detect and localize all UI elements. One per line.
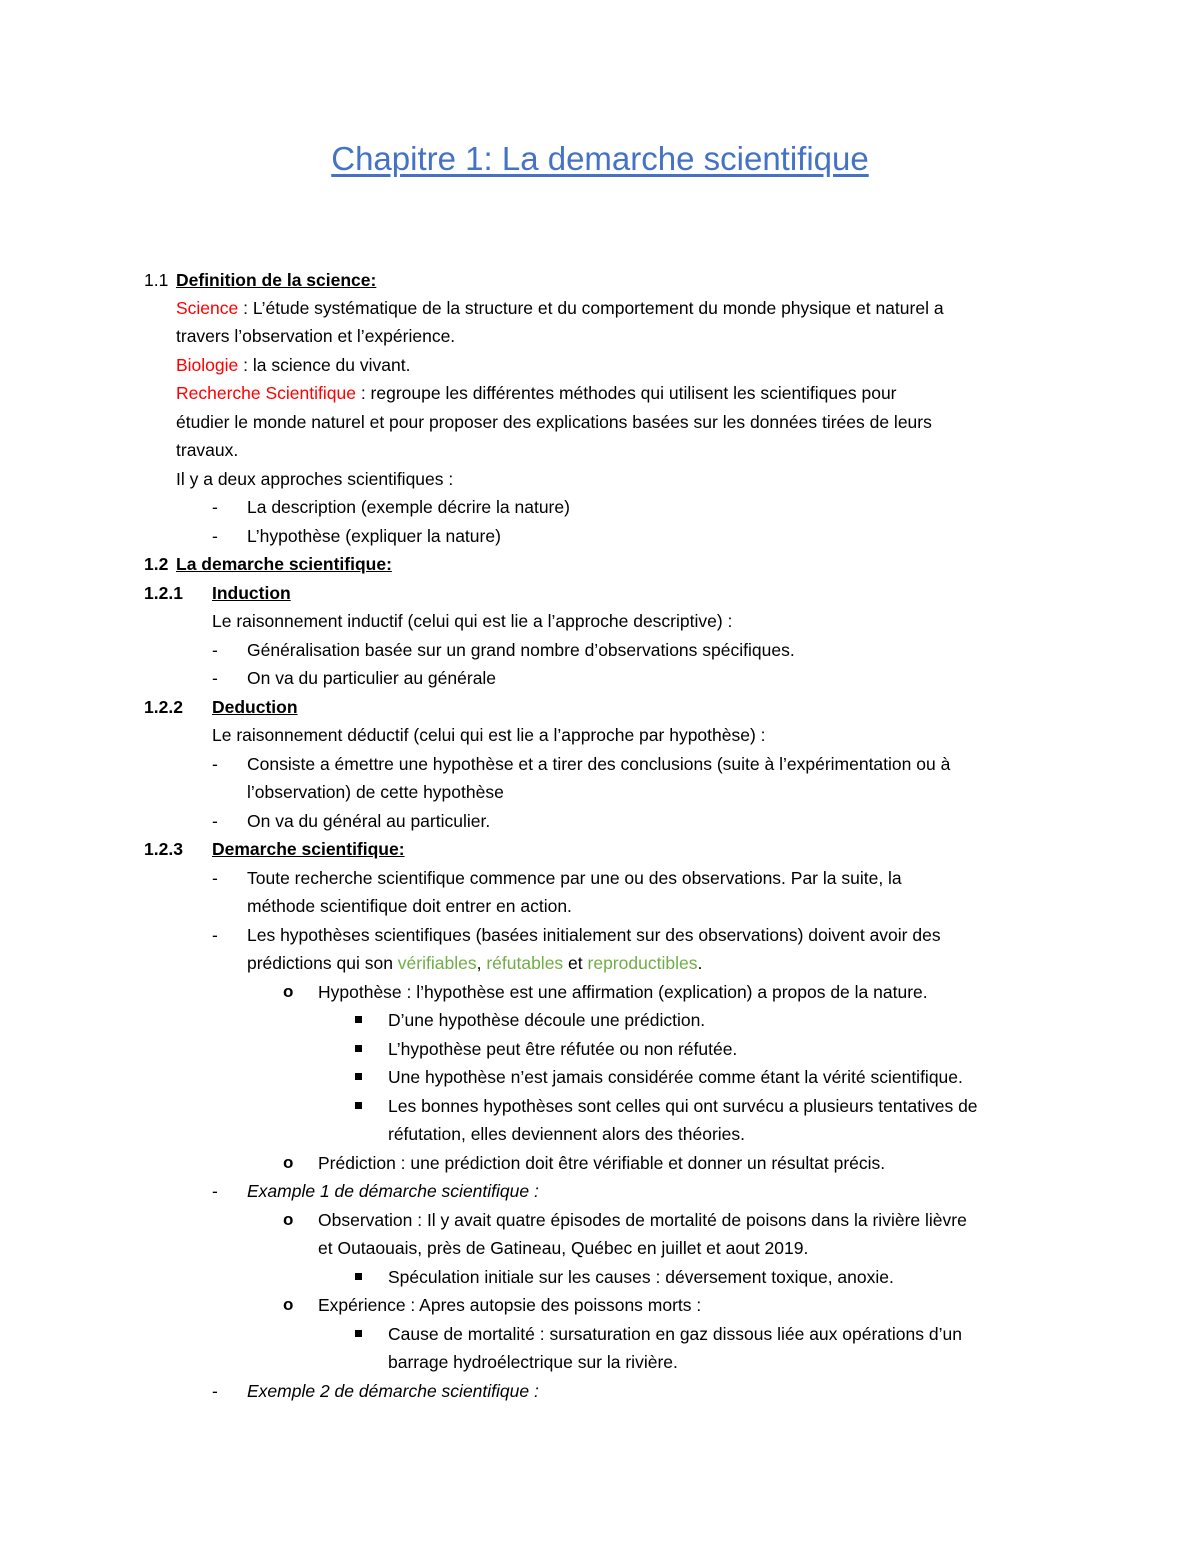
section-heading: Deduction — [212, 697, 298, 717]
example-heading: Example 1 de démarche scientifique : — [247, 1181, 539, 1201]
square-bullet-icon — [355, 1045, 362, 1052]
list-item: L’hypothèse (expliquer la nature) — [247, 526, 501, 546]
section-number: 1.2.3 — [144, 839, 183, 859]
list-item: L’hypothèse peut être réfutée ou non réfutée. — [388, 1039, 738, 1059]
section-heading: Induction — [212, 583, 291, 603]
definition-recherche: Recherche Scientifique : regroupe les différentes méthodes qui utilisent les scientifiques pour — [176, 383, 897, 403]
keyword-reproductibles: reproductibles — [587, 953, 698, 973]
dash-bullet: - — [212, 640, 218, 660]
list-item: Cause de mortalité : sursaturation en gaz dissous liée aux opérations d’un — [388, 1324, 962, 1344]
term-recherche: Recherche Scientifique — [176, 383, 356, 403]
list-item: Consiste a émettre une hypothèse et a tirer des conclusions (suite à l’expérimentation ou à — [247, 754, 951, 774]
section-heading: Definition de la science: — [176, 270, 377, 290]
list-item: Expérience : Apres autopsie des poissons morts : — [318, 1295, 702, 1315]
list-item-cont: l’observation) de cette hypothèse — [247, 782, 504, 802]
section-number: 1.1 — [144, 270, 169, 290]
dash-bullet: - — [212, 811, 218, 831]
term-science: Science — [176, 298, 239, 318]
dash-bullet: - — [212, 754, 218, 774]
list-item: Hypothèse : l’hypothèse est une affirmation (explication) a propos de la nature. — [318, 982, 928, 1002]
keyword-refutables: réfutables — [486, 953, 564, 973]
definition-science-cont: travers l’observation et l’expérience. — [176, 326, 456, 346]
paragraph: Le raisonnement inductif (celui qui est lie a l’approche descriptive) : — [212, 611, 733, 631]
square-bullet-icon — [355, 1102, 362, 1109]
list-item-cont: et Outaouais, près de Gatineau, Québec en juillet et aout 2019. — [318, 1238, 809, 1258]
list-item: D’une hypothèse découle une prédiction. — [388, 1010, 706, 1030]
page-title: Chapitre 1: La demarche scientifique — [331, 140, 869, 177]
section-number: 1.2.2 — [144, 697, 183, 717]
list-item: Les bonnes hypothèses sont celles qui ont survécu a plusieurs tentatives de — [388, 1096, 978, 1116]
section-heading: Demarche scientifique: — [212, 839, 405, 859]
circle-bullet: o — [283, 1295, 294, 1314]
dash-bullet: - — [212, 1381, 218, 1401]
dash-bullet: - — [212, 868, 218, 888]
section-heading: La demarche scientifique: — [176, 554, 392, 574]
list-item-cont: réfutation, elles deviennent alors des théories. — [388, 1124, 746, 1144]
square-bullet-icon — [355, 1073, 362, 1080]
definition-recherche-cont: étudier le monde naturel et pour proposer des explications basées sur les données tirées de leurs — [176, 412, 932, 432]
circle-bullet: o — [283, 1210, 294, 1229]
definition-biologie: Biologie : la science du vivant. — [176, 355, 411, 375]
example-heading: Exemple 2 de démarche scientifique : — [247, 1381, 539, 1401]
list-item: La description (exemple décrire la nature) — [247, 497, 570, 517]
list-item: Une hypothèse n’est jamais considérée comme étant la vérité scientifique. — [388, 1067, 963, 1087]
list-item-cont: prédictions qui son vérifiables, réfutables et reproductibles. — [247, 953, 703, 973]
list-item: Observation : Il y avait quatre épisodes de mortalité de poisons dans la rivière lièvre — [318, 1210, 967, 1230]
list-item: On va du particulier au générale — [247, 668, 497, 688]
square-bullet-icon — [355, 1330, 362, 1337]
list-item: Prédiction : une prédiction doit être vérifiable et donner un résultat précis. — [318, 1153, 886, 1173]
dash-bullet: - — [212, 668, 218, 688]
definition-science: Science : L’étude systématique de la structure et du comportement du monde physique et naturel a — [176, 298, 944, 318]
dash-bullet: - — [212, 526, 218, 546]
section-number: 1.2.1 — [144, 583, 183, 603]
circle-bullet: o — [283, 1153, 294, 1172]
section-number: 1.2 — [144, 554, 169, 574]
dash-bullet: - — [212, 925, 218, 945]
list-item: Généralisation basée sur un grand nombre d’observations spécifiques. — [247, 640, 795, 660]
approaches-intro: Il y a deux approches scientifiques : — [176, 469, 454, 489]
definition-recherche-cont: travaux. — [176, 440, 239, 460]
term-biologie: Biologie — [176, 355, 239, 375]
list-item: Toute recherche scientifique commence par une ou des observations. Par la suite, la — [247, 868, 902, 888]
circle-bullet: o — [283, 982, 294, 1001]
list-item-cont: méthode scientifique doit entrer en action. — [247, 896, 572, 916]
square-bullet-icon — [355, 1016, 362, 1023]
keyword-verifiables: vérifiables — [397, 953, 477, 973]
list-item-cont: barrage hydroélectrique sur la rivière. — [388, 1352, 678, 1372]
dash-bullet: - — [212, 497, 218, 517]
dash-bullet: - — [212, 1181, 218, 1201]
list-item: Spéculation initiale sur les causes : déversement toxique, anoxie. — [388, 1267, 894, 1287]
list-item: Les hypothèses scientifiques (basées initialement sur des observations) doivent avoir des — [247, 925, 941, 945]
list-item: On va du général au particulier. — [247, 811, 491, 831]
paragraph: Le raisonnement déductif (celui qui est lie a l’approche par hypothèse) : — [212, 725, 766, 745]
square-bullet-icon — [355, 1273, 362, 1280]
